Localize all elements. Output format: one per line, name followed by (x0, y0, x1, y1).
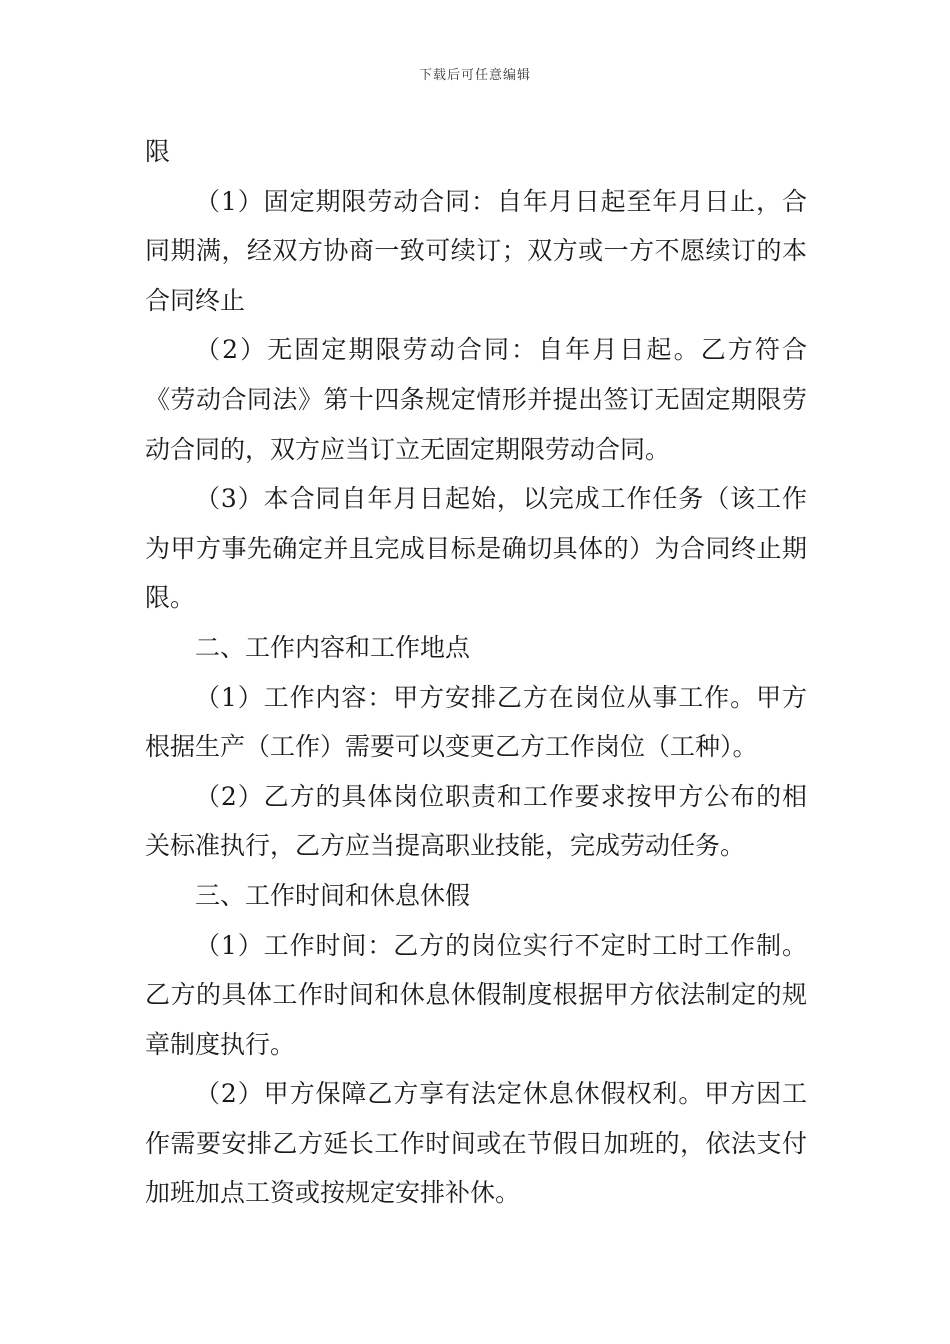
paragraph-open-ended-contract: （2）无固定期限劳动合同：自年月日起。乙方符合《劳动合同法》第十四条规定情形并提出签订无固定期限劳动合同的，双方应当订立无固定期限劳动合同。 (145, 335, 807, 464)
document-body (145, 127, 807, 1218)
paragraph-work-content: （1）工作内容：甲方安排乙方在岗位从事工作。甲方根据生产（工作）需要可以变更乙方工作岗位（工种）。 (145, 682, 807, 762)
paragraph-fixed-term-contract: （1）固定期限劳动合同：自年月日起至年月日止，合同期满，经双方协商一致可续订；双方或一方不愿续订的本合同终止 (145, 186, 807, 315)
paragraph-working-hours: （1）工作时间：乙方的岗位实行不定时工时工作制。乙方的具体工作时间和休息休假制度根据甲方依法制定的规章制度执行。 (145, 930, 807, 1059)
page-header: 下载后可任意编辑 (418, 68, 531, 83)
section-heading-work-content: 二、工作内容和工作地点 (195, 632, 471, 662)
section-heading-working-hours: 三、工作时间和休息休假 (195, 880, 471, 910)
paragraph-job-duties: （2）乙方的具体岗位职责和工作要求按甲方公布的相关标准执行，乙方应当提高职业技能，完成劳动任务。 (145, 781, 807, 861)
paragraph-task-based-contract: （3）本合同自年月日起始，以完成工作任务（该工作为甲方事先确定并且完成目标是确切具体的）为合同终止期限。 (145, 484, 807, 613)
paragraph-rest-leave: （2）甲方保障乙方享有法定休息休假权利。甲方因工作需要安排乙方延长工作时间或在节假日加班的，依法支付加班加点工资或按规定安排补休。 (145, 1079, 807, 1208)
paragraph-continuation: 限 (145, 137, 171, 166)
